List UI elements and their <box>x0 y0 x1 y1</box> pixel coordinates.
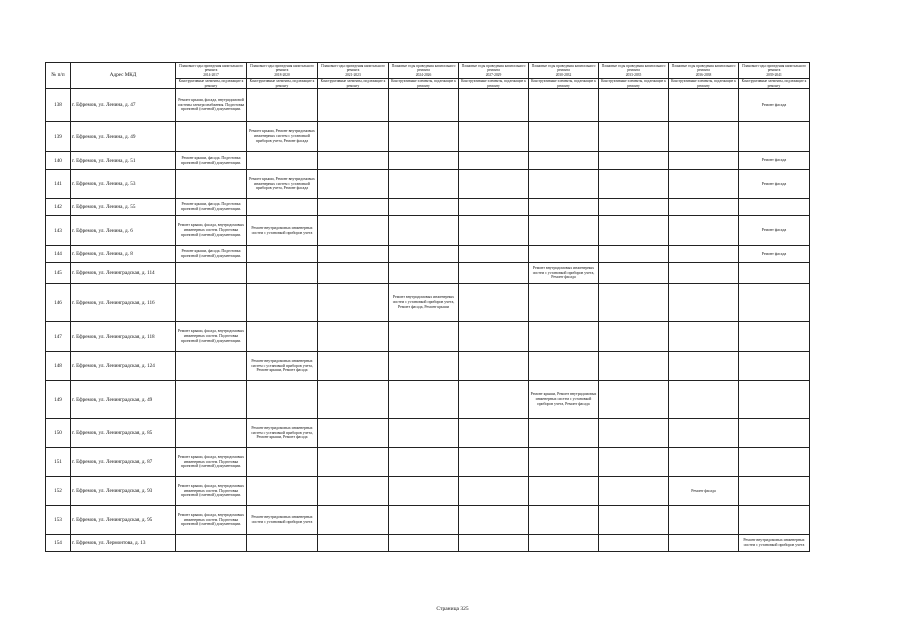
row-number: 150 <box>46 419 71 448</box>
repair-works-cell <box>669 448 739 477</box>
row-address: г. Ефремов, ул. Ленина, д. 53 <box>71 170 176 199</box>
repair-works-cell <box>389 535 459 552</box>
row-number: 154 <box>46 535 71 552</box>
repair-works-cell <box>247 381 318 419</box>
header-period: Плановые годы проведения капитального ремонта 2036-2038 <box>669 63 739 79</box>
row-number: 147 <box>46 322 71 352</box>
repair-works-cell <box>669 352 739 381</box>
repair-works-cell <box>669 152 739 170</box>
repair-works-cell <box>669 381 739 419</box>
row-address: г. Ефремов, ул. Ленина, д. 8 <box>71 246 176 263</box>
repair-works-cell <box>318 152 389 170</box>
row-address: г. Ефремов, ул. Ленина, д. 51 <box>71 152 176 170</box>
row-number: 152 <box>46 477 71 506</box>
row-number: 143 <box>46 216 71 246</box>
repair-works-cell <box>529 246 599 263</box>
repair-works-cell <box>459 216 529 246</box>
repair-works-cell <box>459 535 529 552</box>
repair-works-cell <box>389 170 459 199</box>
header-period: Плановые годы проведения капитального ремонта 2021-2023 <box>318 63 389 79</box>
table-row <box>46 199 810 216</box>
repair-works-cell <box>459 419 529 448</box>
repair-works-cell: Ремонт внутридомовых инженерных систем с установкой приборов учета, Ремонт фасада <box>529 263 599 284</box>
row-address: г. Ефремов, ул. Ленина, д. 49 <box>71 122 176 152</box>
repair-works-cell <box>739 263 810 284</box>
repair-works-cell <box>459 152 529 170</box>
repair-works-cell: Ремонт внутридомовых инженерных систем с установкой приборов учета <box>247 216 318 246</box>
row-address: г. Ефремов, ул. Ленинградская, д. 114 <box>71 263 176 284</box>
repair-works-cell <box>389 352 459 381</box>
repair-works-cell <box>389 122 459 152</box>
repair-works-cell <box>599 199 669 216</box>
row-address: г. Ефремов, ул. Ленинградская, д. 87 <box>71 448 176 477</box>
repair-works-cell <box>529 352 599 381</box>
header-elements: Конструктивные элементы, подлежащие к ремонту <box>389 79 459 89</box>
table-row <box>46 89 810 122</box>
repair-works-cell <box>389 419 459 448</box>
row-number: 151 <box>46 448 71 477</box>
repair-works-cell <box>176 535 247 552</box>
repair-works-cell: Ремонт фасада <box>739 170 810 199</box>
repair-works-cell <box>318 89 389 122</box>
repair-works-cell <box>459 477 529 506</box>
repair-works-cell <box>318 506 389 535</box>
repair-works-cell <box>529 216 599 246</box>
repair-works-cell <box>318 170 389 199</box>
repair-works-cell <box>529 448 599 477</box>
repair-works-cell <box>669 284 739 322</box>
repair-works-cell <box>247 246 318 263</box>
repair-works-cell <box>529 89 599 122</box>
repair-works-cell <box>669 89 739 122</box>
repair-works-cell <box>599 506 669 535</box>
table-row <box>46 246 810 263</box>
header-elements: Конструктивные элементы, подлежащие к ремонту <box>318 79 389 89</box>
repair-works-cell <box>247 535 318 552</box>
repair-works-cell <box>599 170 669 199</box>
repair-works-cell <box>599 216 669 246</box>
repair-works-cell: Ремонт внутридомовых инженерных систем с установкой приборов учета, Ремонт крыши, Ремонт фасада <box>247 419 318 448</box>
repair-works-cell <box>318 419 389 448</box>
repair-works-cell <box>389 506 459 535</box>
repair-works-cell: Ремонт фасада <box>739 216 810 246</box>
repair-works-cell <box>739 506 810 535</box>
row-address: г. Ефремов, ул. Ленинградская, д. 116 <box>71 284 176 322</box>
repair-works-cell: Ремонт крыши, фасада. Подготовка проектной (сметной) документации. <box>176 152 247 170</box>
repair-works-cell <box>669 263 739 284</box>
table-row <box>46 263 810 284</box>
repair-works-cell <box>459 322 529 352</box>
row-address: г. Ефремов, ул. Ленинградская, д. 95 <box>71 506 176 535</box>
repair-works-cell <box>669 506 739 535</box>
repair-works-cell <box>599 535 669 552</box>
repair-works-cell <box>176 419 247 448</box>
repair-works-cell <box>669 199 739 216</box>
header-elements: Конструктивные элементы, подлежащие к ремонту <box>529 79 599 89</box>
row-address: г. Ефремов, ул. Ленинградская, д. 85 <box>71 419 176 448</box>
row-number: 149 <box>46 381 71 419</box>
repair-works-cell <box>459 89 529 122</box>
repair-works-cell <box>247 448 318 477</box>
repair-works-cell: Ремонт фасада <box>739 246 810 263</box>
table-row <box>46 170 810 199</box>
repair-works-cell <box>318 122 389 152</box>
row-number: 145 <box>46 263 71 284</box>
repair-works-cell <box>599 89 669 122</box>
table-row <box>46 381 810 419</box>
capital-repair-table <box>45 62 810 552</box>
repair-works-cell: Ремонт внутридомовых инженерных систем с установкой приборов учета <box>247 506 318 535</box>
repair-works-cell <box>599 352 669 381</box>
header-period: Плановые годы проведения капитального ремонта 2033-2035 <box>599 63 669 79</box>
repair-works-cell <box>529 284 599 322</box>
repair-works-cell <box>389 89 459 122</box>
repair-works-cell <box>599 122 669 152</box>
repair-works-cell <box>599 152 669 170</box>
repair-works-cell <box>739 284 810 322</box>
table-row <box>46 448 810 477</box>
row-number: 144 <box>46 246 71 263</box>
repair-works-cell <box>459 381 529 419</box>
repair-works-cell: Ремонт фасада <box>739 89 810 122</box>
header-elements: Конструктивные элементы, подлежащие к ремонту <box>599 79 669 89</box>
header-row-periods <box>46 63 810 79</box>
repair-works-cell <box>529 506 599 535</box>
repair-works-cell <box>459 199 529 216</box>
repair-works-cell <box>318 284 389 322</box>
repair-works-cell <box>318 352 389 381</box>
row-address: г. Ефремов, ул. Ленина, д. 47 <box>71 89 176 122</box>
repair-works-cell <box>247 199 318 216</box>
repair-works-cell <box>247 322 318 352</box>
repair-works-cell <box>529 122 599 152</box>
table-row <box>46 284 810 322</box>
repair-works-cell <box>247 477 318 506</box>
row-number: 141 <box>46 170 71 199</box>
repair-works-cell <box>599 322 669 352</box>
repair-works-cell <box>529 152 599 170</box>
repair-works-cell <box>669 122 739 152</box>
table-row <box>46 352 810 381</box>
table-row <box>46 419 810 448</box>
row-number: 148 <box>46 352 71 381</box>
repair-works-cell <box>739 322 810 352</box>
repair-works-cell <box>669 322 739 352</box>
row-number: 138 <box>46 89 71 122</box>
row-address: г. Ефремов, ул. Ленинградская, д. 49 <box>71 381 176 419</box>
repair-works-cell <box>247 284 318 322</box>
repair-works-cell <box>318 448 389 477</box>
row-address: г. Ефремов, ул. Ленина, д. 6 <box>71 216 176 246</box>
row-number: 139 <box>46 122 71 152</box>
repair-works-cell: Ремонт крыши, фасада, внутридомовых инженерных систем. Подготовка проектной (сметной) документации. <box>176 448 247 477</box>
repair-works-cell <box>176 381 247 419</box>
repair-works-cell <box>669 419 739 448</box>
repair-works-cell <box>529 535 599 552</box>
repair-works-cell: Ремонт крыши, фасада, внутридомовых инженерных систем. Подготовка проектной (сметной) документации. <box>176 322 247 352</box>
repair-works-cell <box>247 89 318 122</box>
repair-works-cell <box>247 263 318 284</box>
table-row <box>46 535 810 552</box>
repair-works-cell <box>176 263 247 284</box>
repair-works-cell: Ремонт крыши, фасада, внутридомовых инженерных систем. Подготовка проектной (сметной) документации. <box>176 506 247 535</box>
repair-works-cell <box>669 216 739 246</box>
row-address: г. Ефремов, ул. Ленина, д. 55 <box>71 199 176 216</box>
repair-works-cell <box>599 284 669 322</box>
table-row <box>46 122 810 152</box>
repair-works-cell <box>459 263 529 284</box>
repair-works-cell: Ремонт крыши, фасада. Подготовка проектной (сметной) документации. <box>176 246 247 263</box>
repair-works-cell <box>318 263 389 284</box>
repair-works-cell <box>389 381 459 419</box>
header-period: Плановые годы проведения капитального ремонта 2039-2041 <box>739 63 810 79</box>
repair-works-cell <box>459 284 529 322</box>
repair-works-cell <box>389 216 459 246</box>
repair-works-cell <box>739 477 810 506</box>
header-period: Плановые годы проведения капитального ремонта 2030-2032 <box>529 63 599 79</box>
header-address: Адрес МКД <box>71 63 176 89</box>
repair-works-cell <box>599 381 669 419</box>
repair-works-cell <box>389 152 459 170</box>
capital-repair-table-container <box>45 62 809 552</box>
repair-works-cell: Ремонт внутридомовых инженерных систем с установкой приборов учета, Ремонт фасада, Ремонт крыши <box>389 284 459 322</box>
repair-works-cell <box>176 284 247 322</box>
repair-works-cell <box>318 535 389 552</box>
repair-works-cell <box>599 448 669 477</box>
table-body <box>46 89 810 552</box>
row-address: г. Ефремов, ул. Ленинградская, д. 124 <box>71 352 176 381</box>
row-number: 142 <box>46 199 71 216</box>
repair-works-cell <box>739 122 810 152</box>
repair-works-cell: Ремонт фасада <box>739 152 810 170</box>
table-row <box>46 152 810 170</box>
repair-works-cell <box>739 199 810 216</box>
repair-works-cell <box>669 535 739 552</box>
repair-works-cell <box>739 448 810 477</box>
header-elements: Конструктивные элементы, подлежащие к ремонту <box>247 79 318 89</box>
header-number: № п/п <box>46 63 71 89</box>
repair-works-cell <box>176 352 247 381</box>
repair-works-cell <box>529 419 599 448</box>
repair-works-cell <box>529 170 599 199</box>
repair-works-cell: Ремонт внутридомовых инженерных систем с установкой приборов учета, Ремонт крыши, Ремонт фасада <box>247 352 318 381</box>
row-address: г. Ефремов, ул. Ленинградская, д. 118 <box>71 322 176 352</box>
repair-works-cell <box>739 419 810 448</box>
repair-works-cell <box>318 322 389 352</box>
repair-works-cell <box>176 122 247 152</box>
repair-works-cell: Ремонт внутридомовых инженерных систем с установкой приборов учета <box>739 535 810 552</box>
repair-works-cell: Ремонт крыши, Ремонт внутридомовых инженерных систем с установкой приборов учета, Ремонт фасада <box>247 122 318 152</box>
table-row <box>46 477 810 506</box>
repair-works-cell: Ремонт крыши, фасада, внутридомовой системы электроснабжения. Подготовка проектной (сметной) документации. <box>176 89 247 122</box>
row-address: г. Ефремов, ул. Ленинградская, д. 93 <box>71 477 176 506</box>
repair-works-cell <box>318 246 389 263</box>
repair-works-cell: Ремонт фасада <box>669 477 739 506</box>
row-address: г. Ефремов, ул. Лермонтова, д. 13 <box>71 535 176 552</box>
row-number: 153 <box>46 506 71 535</box>
repair-works-cell <box>389 448 459 477</box>
header-elements: Конструктивные элементы, подлежащие к ремонту <box>739 79 810 89</box>
repair-works-cell <box>599 419 669 448</box>
repair-works-cell <box>529 322 599 352</box>
repair-works-cell <box>389 263 459 284</box>
table-row <box>46 322 810 352</box>
repair-works-cell: Ремонт крыши, фасада, внутридомовых инженерных систем. Подготовка проектной (сметной) документации. <box>176 216 247 246</box>
repair-works-cell <box>459 506 529 535</box>
header-elements: Конструктивные элементы, подлежащие к ремонту <box>669 79 739 89</box>
header-elements: Конструктивные элементы, подлежащие к ремонту <box>176 79 247 89</box>
table-row <box>46 506 810 535</box>
header-period: Плановые годы проведения капитального ремонта 2014-2017 <box>176 63 247 79</box>
repair-works-cell <box>459 352 529 381</box>
repair-works-cell <box>529 199 599 216</box>
repair-works-cell <box>739 381 810 419</box>
repair-works-cell <box>669 246 739 263</box>
repair-works-cell <box>176 170 247 199</box>
header-period: Плановые годы проведения капитального ремонта 2018-2020 <box>247 63 318 79</box>
repair-works-cell: Ремонт крыши, фасада. Подготовка проектной (сметной) документации. <box>176 199 247 216</box>
header-period: Плановые годы проведения капитального ремонта 2027-2029 <box>459 63 529 79</box>
repair-works-cell <box>318 381 389 419</box>
repair-works-cell <box>669 170 739 199</box>
repair-works-cell <box>599 263 669 284</box>
repair-works-cell <box>529 477 599 506</box>
repair-works-cell <box>739 352 810 381</box>
table-row <box>46 216 810 246</box>
repair-works-cell <box>459 448 529 477</box>
repair-works-cell: Ремонт крыши, Ремонт внутридомовых инженерных систем с установкой приборов учета, Ремонт фасада <box>247 170 318 199</box>
repair-works-cell <box>318 199 389 216</box>
row-number: 140 <box>46 152 71 170</box>
row-number: 146 <box>46 284 71 322</box>
page-number: Страница 325 <box>436 606 469 612</box>
repair-works-cell <box>318 216 389 246</box>
repair-works-cell <box>389 199 459 216</box>
repair-works-cell <box>389 477 459 506</box>
header-elements: Конструктивные элементы, подлежащие к ремонту <box>459 79 529 89</box>
repair-works-cell <box>318 477 389 506</box>
header-period: Плановые годы проведения капитального ремонта 2024-2026 <box>389 63 459 79</box>
repair-works-cell <box>389 322 459 352</box>
repair-works-cell <box>599 477 669 506</box>
repair-works-cell <box>599 246 669 263</box>
repair-works-cell: Ремонт крыши, фасада, внутридомовых инженерных систем. Подготовка проектной (сметной) документации. <box>176 477 247 506</box>
repair-works-cell: Ремонт крыши, Ремонт внутридомовых инженерных систем с установкой приборов учета, Ремонт фасада <box>529 381 599 419</box>
repair-works-cell <box>389 246 459 263</box>
repair-works-cell <box>247 152 318 170</box>
repair-works-cell <box>459 122 529 152</box>
repair-works-cell <box>459 246 529 263</box>
repair-works-cell <box>459 170 529 199</box>
